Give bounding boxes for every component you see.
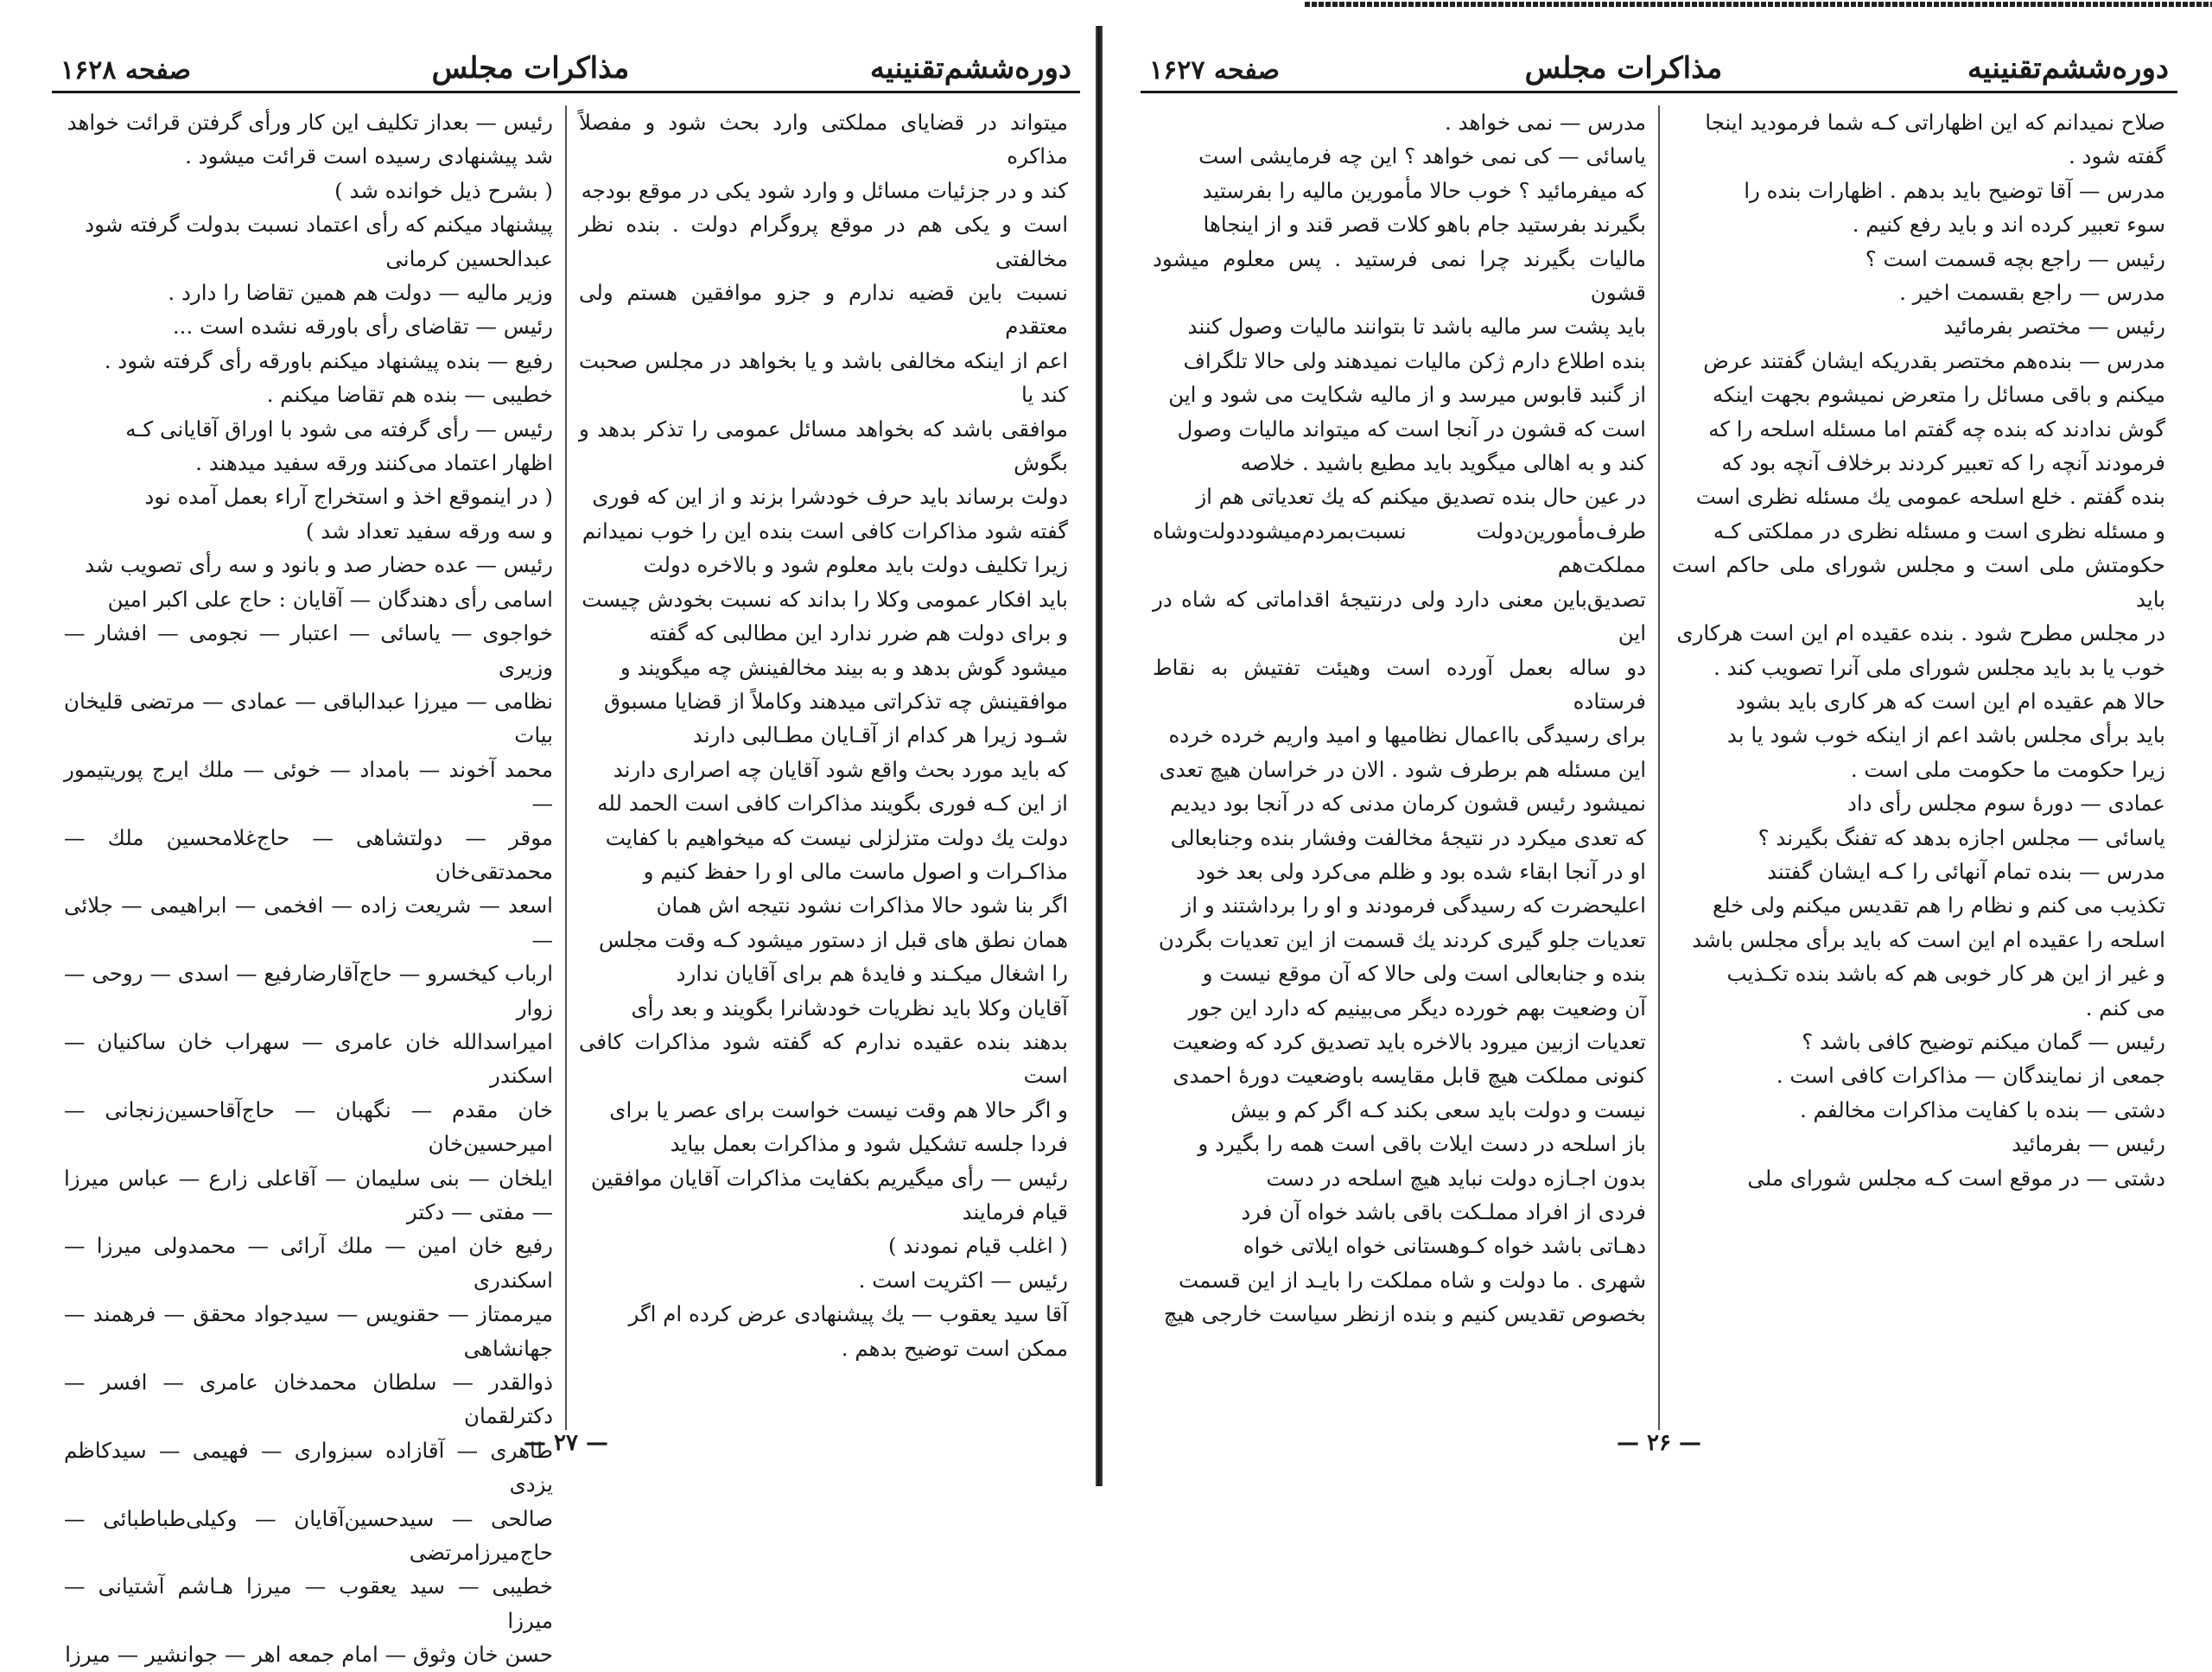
text-line: موافقی باشد که بخواهد مسائل عمومی را تذکر بدهد و بگوش — [579, 416, 1068, 476]
text-line: ( بشرح ذیل خوانده شد ) — [334, 177, 553, 203]
text-line: طاهری — آقازاده سبزواری — فهیمی — سیدکاظم یزدی — [64, 1437, 553, 1497]
text-line: خوب یا بد باید مجلس شورای ملی آنرا تصویب کند . — [1713, 654, 2165, 680]
text-line: باز اسلحه در دست ایلات باقی است همه را بگیرد و — [1198, 1131, 1646, 1157]
text-line: رفیع خان امین — ملك آرائی — محمدولی میرزا — اسکندری — [64, 1233, 553, 1293]
text-line: آقایان وکلا باید نظریات خودشانرا بگویند و بعد رأی — [631, 995, 1068, 1020]
text-line: تعدیات جلو گیری کردند یك قسمت از این تعدیات بگردن — [1158, 926, 1646, 952]
page-left — [52, 0, 1080, 1668]
text-line: است که قشون در آنجا است که میتواند مالیات وصول — [1177, 416, 1646, 442]
text-line: ( اغلب قیام نمودند ) — [887, 1233, 1068, 1259]
text-line: رئیس — بعداز تکلیف این کار ورأی گرفتن قرائت خواهد — [67, 110, 553, 135]
text-line: آقا سید یعقوب — یك پیشنهادی عرض کرده ام اگر — [628, 1301, 1068, 1327]
text-line: آن وضعیت بهم خورده دیگر می‌بینیم که دارد این جور — [1188, 995, 1646, 1020]
text-line: رئیس — اکثریت است . — [858, 1267, 1068, 1293]
text-line: که تعدی میکرد در نتیجهٔ مخالفت وفشار بنده وجنابعالی — [1170, 824, 1646, 850]
text-line: موقر — دولتشاهی — حاج‌غلامحسین ملك — محمدتقی‌خان — [64, 824, 553, 884]
text-line: دولت یك دولت متزلزلی نیست که میخواهیم با کفایت — [605, 824, 1068, 850]
text-line: در مجلس مطرح شود . بنده عقیده ام این است هرکاری — [1676, 620, 2165, 646]
text-line: قیام فرمایند — [962, 1199, 1068, 1224]
text-line: میشود گوش بدهد و به بیند مخالفینش چه میگویند و — [620, 654, 1068, 680]
text-line: برای رسیدگی بااعمال نظامیها و امید واریم خرده خرده — [1168, 722, 1646, 748]
text-line: است و یکی هم در موقع پروگرام دولت . بنده نظر مخالفتی — [579, 212, 1068, 271]
text-line: اسامی رأی دهندگان — آقایان : حاج علی اکبر امین — [107, 586, 553, 612]
text-line: نسبت باین قضیه ندارم و جزو موافقین هستم ولی معتقدم — [579, 280, 1068, 340]
text-line: شهری . ما دولت و شاه مملکت را بایـد از این قسمت — [1179, 1267, 1646, 1293]
text-line: یاسائی — مجلس اجازه بدهد که تفنگ بگیرند ؟ — [1758, 824, 2165, 850]
text-line: و مسئله نظری است و مسئله نظری در مملکتی کـه — [1713, 518, 2165, 544]
text-line: مالیات بگیرند چرا نمی فرستید . پس معلوم میشود قشون — [1153, 245, 1646, 306]
text-line: مدرس — نمی خواهد . — [1445, 110, 1646, 135]
text-line: دولت برساند باید حرف خودشرا بزند و از این که فوری — [592, 484, 1068, 510]
text-line: خواجوی — یاسائی — اعتبار — نجومی — افشار — وزیری — [64, 620, 553, 680]
text-line: از این کـه فوری بگویند مذاکرات کافی است الحمد لله — [597, 791, 1068, 817]
text-line: رئیس — گمان میکنم توضیح کافی باشد ؟ — [1802, 1028, 2165, 1054]
page-header — [52, 50, 1080, 93]
text-line: و غیر از این هر کار خوبی هم که باشد بنده تکـذیب — [1726, 961, 2165, 987]
text-line: دشتی — در موقع است کـه مجلس شورای ملی — [1747, 1165, 2165, 1191]
text-line: بنده اطلاع دارم ژکن مالیات نمیدهند ولی حالا تلگراف — [1183, 347, 1646, 373]
text-line: و اگر حالا هم وقت نیست خواست برای عصر یا برای — [609, 1097, 1068, 1122]
text-line: طرف‌مأمورین‌دولت نسبت‌بمردم‌میشود‌دولت‌وشاه مملکت‌هم — [1153, 518, 1646, 578]
column-inner — [1660, 105, 2177, 1430]
text-line: باید افکار عمومی وکلا را بداند که نسبت بخودش چیست — [582, 586, 1068, 612]
text-line: فردی از افراد مملـکت باقی باشد خواه آن فرد — [1241, 1199, 1646, 1224]
text-line: همان نطق های قبل از دستور میشود کـه وقت مجلس — [599, 926, 1068, 952]
text-line: دهـاتی باشد خواه کـوهستانی خواه ایلاتی خواه — [1243, 1233, 1646, 1259]
text-line: تکذیب می کنم و نظام را هم تقدیس میکنم ولی خلع — [1713, 893, 2165, 919]
text-line: شـود زیرا هر کدام از آقـایان مطـالبی دارند — [692, 722, 1068, 748]
text-line: اسعد — شریعت زاده — افخمی — ابراهیمی — جلائی — — [64, 893, 553, 952]
text-line: او در آنجا ابقاء شده بود و ظلم می‌کرد ولی بعد خود — [1196, 858, 1646, 884]
text-line: ایلخان — بنی سلیمان — آقاعلی زارع — عباس میرزا — مفتی — دکتر — [64, 1165, 553, 1224]
text-line: مدرس — آقا توضیح باید بدهم . اظهارات بنده را — [1744, 177, 2165, 203]
page-right — [1141, 0, 2177, 1491]
text-line: بنده گفتم . خلع اسلحه عمومی یك مسئله نظری است — [1695, 484, 2165, 510]
text-line: حالا هم عقیده ام این است که هر کاری باید بشود — [1735, 688, 2165, 714]
text-line: یاسائی — کی نمی خواهد ؟ این چه فرمایشی است — [1198, 143, 1646, 169]
column-inner — [567, 105, 1080, 1430]
text-line: رئیس — رأی میگیریم بکفایت مذاکرات آقایان موافقین — [590, 1165, 1068, 1191]
period-label: دوره‌ششم‌تقنینیه — [869, 51, 1071, 86]
text-line: دو ساله بعمل آورده است وهیئت تفتیش به نقاط فرستاده — [1153, 654, 1646, 714]
text-line: گفته شود مذاکرات کافی است بنده این را خوب نمیدانم — [582, 518, 1068, 544]
text-line: پیشنهاد میکنم که رأی اعتماد نسبت بدولت گرفته شود — [85, 212, 553, 238]
text-line: صلاح نمیدانم که این اظهاراتی کـه شما فرمودید اینجا — [1705, 110, 2165, 135]
text-line: در عین حال بنده تصدیق میکنم که یك تعدیاتی هم از — [1196, 484, 1646, 510]
text-line: باید پشت سر مالیه باشد تا بتوانند مالیات وصول کنند — [1187, 314, 1646, 340]
text-line: باید برأی مجلس باشد اعم از اینکه خوب شود یا بد — [1726, 722, 2165, 748]
book-spine — [1096, 26, 1103, 1486]
text-line: دشتی — بنده با کفایت مذاکرات مخالفم . — [1799, 1097, 2165, 1122]
text-line: حکومتش ملی است و مجلس شورای ملی حاکم است باید — [1672, 552, 2165, 612]
text-line: را اشغال میکـند و فایدهٔ هم برای آقایان ندارد — [676, 961, 1068, 987]
text-line: مدرس — بنده‌هم مختصر بقدریکه ایشان گفتند عرض — [1703, 347, 2165, 373]
text-line: رئیس — عده حضار صد و بانود و سه رأی تصویب شد — [85, 552, 553, 578]
text-line: گوش ندادند که بنده چه گفتم اما مسئله اسلحه را که — [1708, 416, 2165, 442]
text-line: مذاکـرات و اصول ماست مالی او را حفظ کنیم و — [643, 858, 1068, 884]
text-columns — [1141, 105, 2177, 1430]
text-line: اعلیحضرت که رسیدگی فرمودند و او را برداشتند و از — [1181, 893, 1646, 919]
text-line: بدون اجـازه دولت نباید هیچ اسلحه در دست — [1266, 1165, 1646, 1191]
text-line: امیراسدالله خان عامری — سهراب خان ساکنیان — اسکندر — [64, 1028, 553, 1089]
page-number-label: صفحه ۱۶۲۷ — [1149, 55, 1280, 86]
text-line: و برای دولت هم ضرر ندارد این مطالبی که گفته — [649, 620, 1068, 646]
text-line: بگیرند بفرستید جام باهو کلات قصر قند و از اینجاها — [1203, 212, 1646, 238]
text-line: میکنم و باقی مسائل را متعرض نمیشوم بجهت اینکه — [1713, 382, 2165, 408]
text-line: رئیس — راجع بچه قسمت است ؟ — [1865, 245, 2165, 271]
text-line: نمیشود رئیس قشون کرمان مدنی که در آنجا بود دیدیم — [1170, 791, 1646, 817]
page-number-label: صفحه ۱۶۲۸ — [60, 55, 191, 86]
text-line: تعدیات ازبین میرود بالاخره باید تصدیق کرد که وضعیت — [1172, 1028, 1646, 1054]
period-label: دوره‌ششم‌تقنینیه — [1967, 51, 2169, 86]
text-line: مدرس — راجع بقسمت اخیر . — [1899, 280, 2165, 306]
text-line: موافقینش چه تذکراتی میدهند وکاملاً از قضایا مسبوق — [603, 688, 1068, 714]
text-line: اسلحه را عقیده ام این است که باید برأی مجلس باشد — [1692, 926, 2165, 952]
text-line: فرمودند آنچه را که تعبیر کردند برخلاف آنچه بود که — [1721, 450, 2165, 476]
text-line: عبدالحسین کرمانی — [385, 245, 553, 271]
text-line: زیرا تکلیف دولت باید معلوم شود و بالاخره دولت — [643, 552, 1068, 578]
text-line: از گنبد قابوس میرسد و از مالیه شکایت می شود و این — [1168, 382, 1646, 408]
text-line: خطیبی — بنده هم تقاضا میکنم . — [266, 382, 553, 408]
text-line: گفته شود . — [2068, 143, 2165, 169]
text-line: رئیس — مختصر بفرمائید — [1943, 314, 2165, 340]
text-line: شد پیشنهادی رسیده است قرائت میشود . — [185, 143, 553, 169]
text-line: این مسئله هم برطرف شود . الان در خراسان هیچ تعدی — [1159, 756, 1646, 782]
text-line: رئیس — رأی گرفته می شود با اوراق آقایانی کـه — [125, 416, 553, 442]
text-line: رئیس — بفرمائید — [2012, 1131, 2165, 1157]
journal-title: مذاکرات مجلس — [1524, 51, 1723, 86]
text-line: خان مقدم — نگهبان — حاج‌آقاحسین‌زنجانی — امیرحسین‌خان — [64, 1097, 553, 1157]
text-line: محمد آخوند — بامداد — خوئی — ملك ایرج پوریتیمور — — [64, 756, 553, 817]
column-outer — [1141, 105, 1660, 1430]
text-line: که میفرمائید ؟ خوب حالا مأمورین مالیه را بفرستید — [1202, 177, 1646, 203]
text-line: جمعی از نمایندگان — مذاکرات کافی است . — [1776, 1063, 2165, 1089]
text-line: میتواند در قضایای مملکتی وارد بحث شود و مفصلاً مذاکره — [579, 110, 1068, 169]
text-line: ارباب کیخسرو — حاج‌آقارضارفیع — اسدی — روحی — زوار — [64, 961, 553, 1020]
text-line: بدهند بنده عقیده ندارم که گفته شود مذاکرات کافی است — [579, 1028, 1068, 1089]
text-line: نیست و دولت باید سعی بکند کـه اگر کم و بیش — [1230, 1097, 1646, 1122]
text-line: کند و به اهالی میگوید باید مطیع باشید . خلاصه — [1240, 450, 1646, 476]
text-line: اگر بنا شود حالا مذاکرات نشود نتیجه اش همان — [656, 893, 1068, 919]
text-line: بنده و جنابعالی است ولی حالا که آن موقع نیست و — [1202, 961, 1646, 987]
text-line: خطیبی — سید یعقوب — میرزا هـاشم آشتیانی — میرزا — [64, 1573, 553, 1633]
text-line: کند و در جزئیات مسائل و وارد شود یکی در موقع بودجه — [581, 177, 1068, 203]
page-footer-number: — ۲۶ — — [1616, 1430, 1702, 1456]
text-line: سوء تعبیر کرده اند و باید رفع کنیم . — [1852, 212, 2165, 238]
text-line: ممکن است توضیح بدهم . — [841, 1335, 1068, 1361]
text-line: حسن خان وثوق — امام جمعه اهر — جوانشیر — میرزا — [65, 1642, 553, 1668]
text-line: که باید مورد بحث واقع شود آقایان چه اصراری دارند — [613, 756, 1068, 782]
text-line: رئیس — تقاضای رأی باورقه نشده است ... — [172, 314, 553, 340]
text-line: ذوالقدر — سلطان محمدخان عامری — افسر — دکترلقمان — [64, 1370, 553, 1429]
text-line: بخصوص تقدیس کنیم و بنده ازنظر سیاست خارجی هیچ — [1163, 1301, 1646, 1327]
text-line: ( در اینموقع اخذ و استخراج آراء بعمل آمده نود — [144, 484, 553, 510]
text-line: نظامی — میرزا عبدالباقی — عمادی — مرتضی قلیخان بیات — [64, 688, 553, 748]
text-line: میرممتاز — حقنویس — سیدجواد محقق — فرهمند — جهانشاهی — [64, 1301, 553, 1361]
text-line: اظهار اعتماد می‌کنند ورقه سفید میدهند . — [195, 450, 553, 476]
text-line: کنونی مملکت هیچ قابل مقایسه باوضعیت دورهٔ احمدی — [1173, 1063, 1646, 1089]
text-line: رفیع — بنده پیشنهاد میکنم باورقه رأی گرفته شود . — [104, 347, 553, 373]
text-line: عمادی — دورهٔ سوم مجلس رأی داد — [1847, 791, 2165, 817]
journal-title: مذاکرات مجلس — [431, 51, 630, 86]
text-line: و سه ورقه سفید تعداد شد ) — [305, 518, 553, 544]
page-footer-number: — ۲۷ — — [523, 1430, 609, 1456]
text-line: صالحی — سیدحسین‌آقایان — وکیلی‌طباطبائی — حاج‌میرزامرتضی — [64, 1505, 553, 1566]
text-line: اعم از اینکه مخالفی باشد و یا بخواهد در مجلس صحبت کند یا — [579, 347, 1068, 408]
text-line: می کنم . — [2085, 995, 2165, 1020]
page-header — [1141, 50, 2177, 93]
text-line: زیرا حکومت ما حکومت ملی است . — [1850, 756, 2165, 782]
text-line: وزیر مالیه — دولت هم همین تقاضا را دارد . — [168, 280, 553, 306]
text-line: فردا جلسه تشکیل شود و مذاکرات بعمل بیاید — [670, 1131, 1068, 1157]
text-line: تصدیق‌باین معنی دارد ولی درنتیجهٔ اقداماتی که شاه در این — [1153, 586, 1646, 646]
text-line: مدرس — بنده تمام آنهائی را کـه ایشان گفتند — [1767, 858, 2165, 884]
